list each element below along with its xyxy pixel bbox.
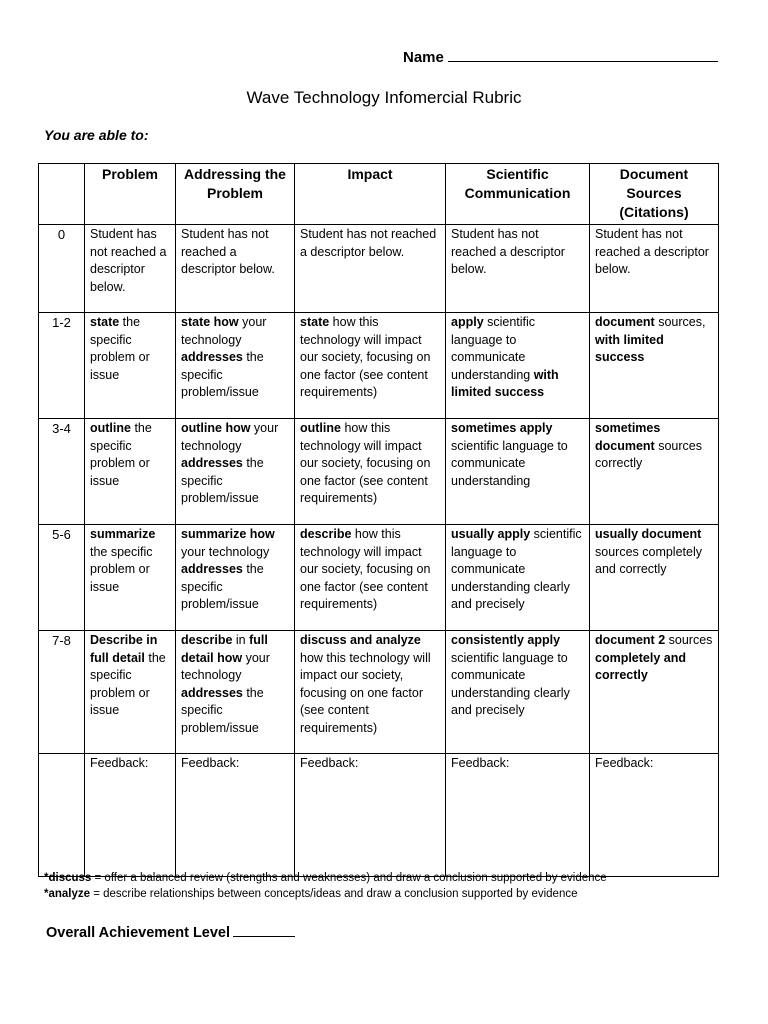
rubric-row xyxy=(39,225,719,313)
descriptor-cell-sources xyxy=(590,525,719,631)
descriptor-cell-addressing xyxy=(176,631,295,754)
feedback-cell[interactable]: Feedback: xyxy=(446,754,590,877)
column-header-level xyxy=(39,164,85,225)
rubric-row xyxy=(39,525,719,631)
feedback-cell[interactable]: Feedback: xyxy=(590,754,719,877)
descriptor-keyword: apply xyxy=(451,315,484,329)
descriptor-cell-problem xyxy=(85,631,176,754)
descriptor-text: the specific problem/issue xyxy=(181,562,264,611)
descriptor-keyword: usually document xyxy=(595,527,702,541)
name-field xyxy=(403,46,718,66)
descriptor-keyword: summarize how xyxy=(181,527,275,541)
descriptor-keyword: describe xyxy=(181,633,233,647)
descriptor-text: sources xyxy=(665,633,713,647)
descriptor-text: the specific problem or issue xyxy=(90,544,153,594)
descriptor-cell-communication xyxy=(446,419,590,525)
overall-label: Overall Achievement Level xyxy=(46,925,231,941)
descriptor-keyword: with limited success xyxy=(451,367,559,399)
descriptor-text: sources, xyxy=(654,315,706,329)
feedback-cell[interactable]: Feedback: xyxy=(85,754,176,877)
descriptor-keyword: addresses xyxy=(181,685,243,700)
descriptor-keyword: consistently apply xyxy=(451,633,561,647)
footnote-term: *analyze xyxy=(44,887,91,900)
rubric-row xyxy=(39,631,719,754)
descriptor-keyword: completely and correctly xyxy=(595,650,686,682)
level-cell: 7-8 xyxy=(39,631,85,754)
descriptor-text: scientific language to communicate understanding clearly and precisely xyxy=(451,650,570,717)
feedback-level-cell xyxy=(39,754,85,877)
footnote-discuss xyxy=(44,871,734,887)
descriptor-cell-addressing xyxy=(176,313,295,419)
descriptor-text: your technology xyxy=(181,421,279,453)
descriptor-keyword: addresses xyxy=(181,562,243,576)
rubric-row xyxy=(39,419,719,525)
descriptor-keyword: describe xyxy=(300,527,352,541)
overall-blank-line[interactable] xyxy=(233,922,295,937)
level-cell: 3-4 xyxy=(39,419,85,525)
page-title: Wave Technology Infomercial Rubric xyxy=(246,88,522,107)
descriptor-text: how this technology will impact our society, focusing on one factor (see content requirements) xyxy=(300,421,431,505)
descriptor-cell-problem xyxy=(85,419,176,525)
descriptor-text: the specific problem or issue xyxy=(90,315,150,382)
column-header-impact: Impact xyxy=(295,164,446,225)
level-cell: 1-2 xyxy=(39,313,85,419)
name-blank-line[interactable] xyxy=(448,46,718,62)
footnote-term: *discuss xyxy=(44,872,92,884)
descriptor-keyword: outline xyxy=(300,421,341,435)
descriptor-cell-addressing: Student has not reached a descriptor below. xyxy=(176,225,295,313)
feedback-cell[interactable]: Feedback: xyxy=(176,754,295,877)
footnote-text: = describe relationships between concepts/ideas and draw a conclusion supported by evidence xyxy=(90,887,578,900)
descriptor-text: your technology xyxy=(181,315,267,347)
descriptor-cell-impact xyxy=(295,313,446,419)
descriptor-cell-impact xyxy=(295,631,446,754)
descriptor-cell-communication: Student has not reached a descriptor below. xyxy=(446,225,590,313)
column-header-problem: Problem xyxy=(85,164,176,225)
descriptor-cell-communication xyxy=(446,631,590,754)
feedback-cell[interactable]: Feedback: xyxy=(295,754,446,877)
rubric-row xyxy=(39,313,719,419)
descriptor-keyword: sometimes document xyxy=(595,421,661,453)
descriptor-keyword: usually apply xyxy=(451,527,531,541)
header-row xyxy=(39,164,719,225)
descriptor-keyword: with limited success xyxy=(595,332,664,364)
descriptor-text: scientific language to communicate understanding xyxy=(451,315,536,382)
descriptor-text: sources completely and correctly xyxy=(595,544,702,576)
descriptor-text: scientific language to communicate understanding xyxy=(451,438,568,488)
feedback-row xyxy=(39,754,719,877)
descriptor-text: the specific problem or issue xyxy=(90,421,152,488)
descriptor-text: sources correctly xyxy=(595,438,702,470)
descriptor-keyword: Describe in full detail xyxy=(90,633,158,665)
column-header-addressing: Addressing the Problem xyxy=(176,164,295,225)
descriptor-text: your technology xyxy=(181,544,270,559)
descriptor-cell-sources xyxy=(590,419,719,525)
descriptor-text: how this technology will impact our society, focusing on one factor (see content requirements) xyxy=(300,650,431,735)
column-header-sources: Document Sources (Citations) xyxy=(590,164,719,225)
descriptor-keyword: addresses xyxy=(181,350,243,364)
footnote-text: = offer a balanced review (strengths and weaknesses) and draw a conclusion supported by evidence xyxy=(91,872,607,884)
descriptor-cell-sources xyxy=(590,631,719,754)
descriptor-cell-problem: Student has not reached a descriptor below. xyxy=(85,225,176,313)
descriptor-keyword: state xyxy=(90,315,120,329)
descriptor-text: the specific problem/issue xyxy=(181,685,264,735)
descriptor-keyword: state how xyxy=(181,315,239,329)
descriptor-cell-problem xyxy=(85,525,176,631)
descriptor-keyword: document xyxy=(595,315,655,329)
descriptor-keyword: document 2 xyxy=(595,633,666,647)
descriptor-cell-problem xyxy=(85,313,176,419)
descriptor-text: in xyxy=(232,633,250,647)
descriptor-keyword: state xyxy=(300,315,330,329)
descriptor-cell-addressing xyxy=(176,525,295,631)
footnotes xyxy=(44,871,734,902)
page-subtitle: You are able to: xyxy=(44,127,149,143)
footnote-analyze xyxy=(44,887,734,903)
level-cell: 0 xyxy=(39,225,85,313)
descriptor-cell-impact: Student has not reached a descriptor below. xyxy=(295,225,446,313)
descriptor-text: how this technology will impact our society, focusing on one factor (see content requirements) xyxy=(300,315,431,399)
descriptor-cell-communication xyxy=(446,525,590,631)
column-header-communication: Scientific Communication xyxy=(446,164,590,225)
descriptor-text: the specific problem/issue xyxy=(181,350,264,399)
descriptor-cell-communication xyxy=(446,313,590,419)
descriptor-cell-sources xyxy=(590,313,719,419)
rubric-table xyxy=(38,163,719,877)
descriptor-text: your technology xyxy=(181,650,270,682)
descriptor-keyword: outline xyxy=(90,421,131,435)
name-label: Name xyxy=(403,49,444,66)
descriptor-text: how this technology will impact our society, focusing on one factor (see content requirements) xyxy=(300,527,431,611)
descriptor-cell-impact xyxy=(295,419,446,525)
descriptor-text: scientific language to communicate understanding clearly and precisely xyxy=(451,527,582,611)
descriptor-text: the specific problem/issue xyxy=(181,456,264,505)
overall-achievement xyxy=(46,922,295,941)
descriptor-text: the specific problem or issue xyxy=(90,650,166,717)
descriptor-keyword: summarize xyxy=(90,527,156,541)
descriptor-keyword: outline how xyxy=(181,421,251,435)
descriptor-keyword: discuss and analyze xyxy=(300,633,421,647)
descriptor-cell-sources: Student has not reached a descriptor below. xyxy=(590,225,719,313)
descriptor-keyword: full detail how xyxy=(181,633,268,665)
level-cell: 5-6 xyxy=(39,525,85,631)
descriptor-keyword: addresses xyxy=(181,456,243,470)
descriptor-cell-addressing xyxy=(176,419,295,525)
descriptor-keyword: sometimes apply xyxy=(451,421,553,435)
descriptor-cell-impact xyxy=(295,525,446,631)
